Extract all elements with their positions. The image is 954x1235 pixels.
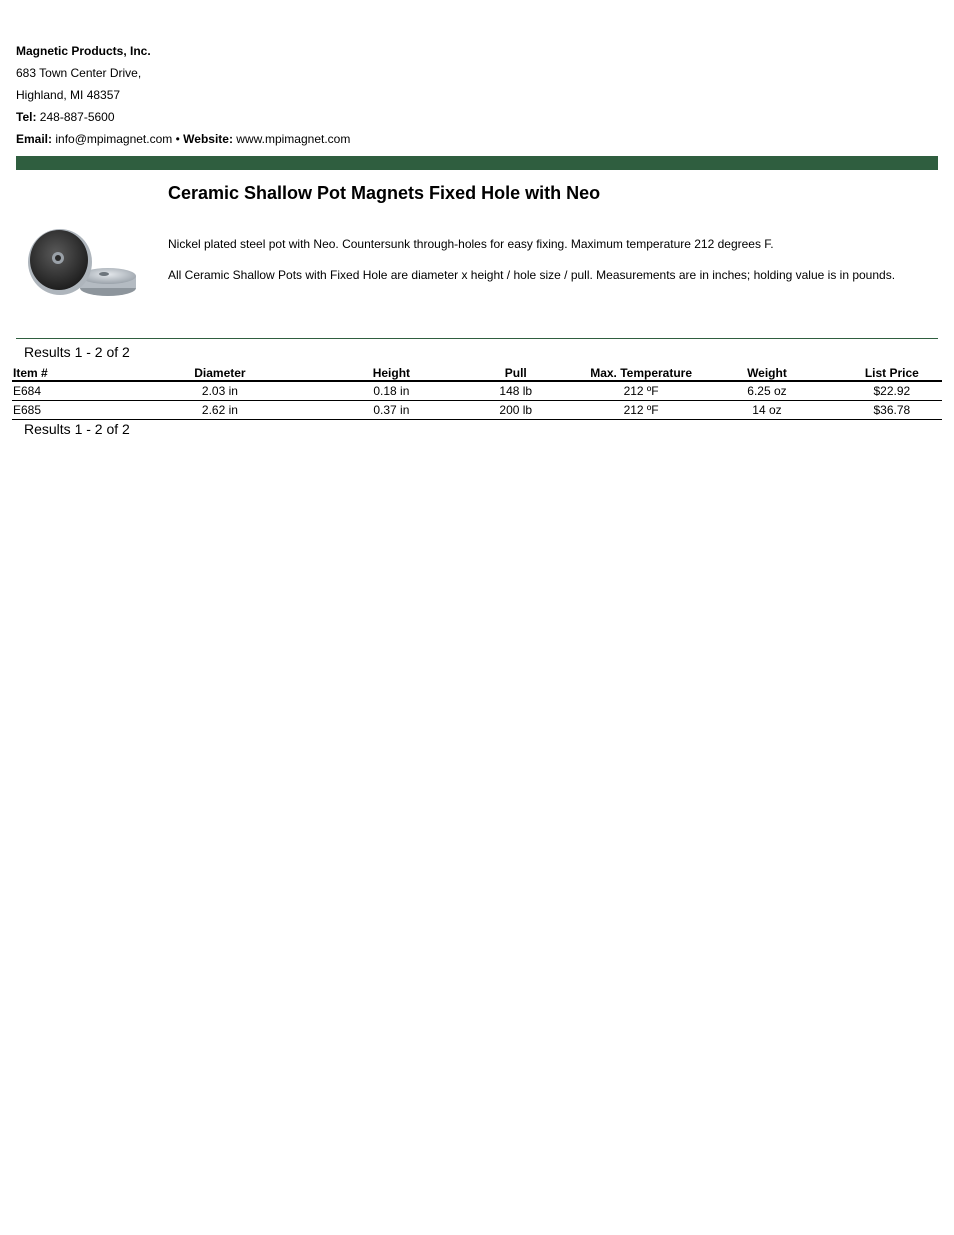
cell-list-price: $22.92 [842,381,942,401]
section-divider [16,338,938,339]
header-list-price: List Price [842,364,942,381]
header-item: Item # [12,364,99,381]
header-max-temperature: Max. Temperature [590,366,693,380]
header-accent-bar [16,156,938,170]
address-line-1: 683 Town Center Drive, [16,66,142,80]
address-line-2: Highland, MI 48357 [16,88,121,102]
company-info [16,40,350,150]
email-label: Email: [16,132,53,146]
products-table [12,364,942,420]
cell-height: 0.37 in [341,401,441,420]
cell-diameter: 2.03 in [99,381,342,401]
website-value: www.mpimagnet.com [236,132,351,146]
header-pull: Pull [442,364,591,381]
website-label: Website: [183,132,233,146]
cell-item: E684 [12,381,99,401]
header-weight: Weight [692,364,842,381]
tel-label: Tel: [16,110,37,124]
table-row [12,381,942,401]
separator: • [175,132,180,146]
header-height: Height [341,364,441,381]
table-header-row [12,364,942,381]
cell-pull: 200 lb [442,401,591,420]
cell-item: E685 [12,401,99,420]
product-description-1: Nickel plated steel pot with Neo. Countersunk through-holes for easy fixing. Maximum temperature 212 degrees F. [168,237,774,251]
company-name: Magnetic Products, Inc. [16,44,151,58]
cell-max-temperature: 212 ºF [590,401,692,420]
cell-pull: 148 lb [442,381,591,401]
cell-list-price: $36.78 [842,401,942,420]
header-diameter: Diameter [99,364,342,381]
cell-height: 0.18 in [341,381,441,401]
cell-weight: 6.25 oz [692,381,842,401]
table-row [12,401,942,420]
results-count-top: Results 1 - 2 of 2 [24,344,130,360]
product-image [26,224,138,298]
email-value: info@mpimagnet.com [55,132,173,146]
page-title: Ceramic Shallow Pot Magnets Fixed Hole with Neo [168,183,601,203]
product-description-2: All Ceramic Shallow Pots with Fixed Hole are diameter x height / hole size / pull. Measurements are in inches; holding value is in pounds. [168,268,896,282]
cell-weight: 14 oz [692,401,842,420]
results-count-bottom: Results 1 - 2 of 2 [24,421,130,437]
tel-value: 248-887-5600 [39,110,115,124]
cell-max-temperature: 212 ºF [590,381,692,401]
cell-diameter: 2.62 in [99,401,342,420]
